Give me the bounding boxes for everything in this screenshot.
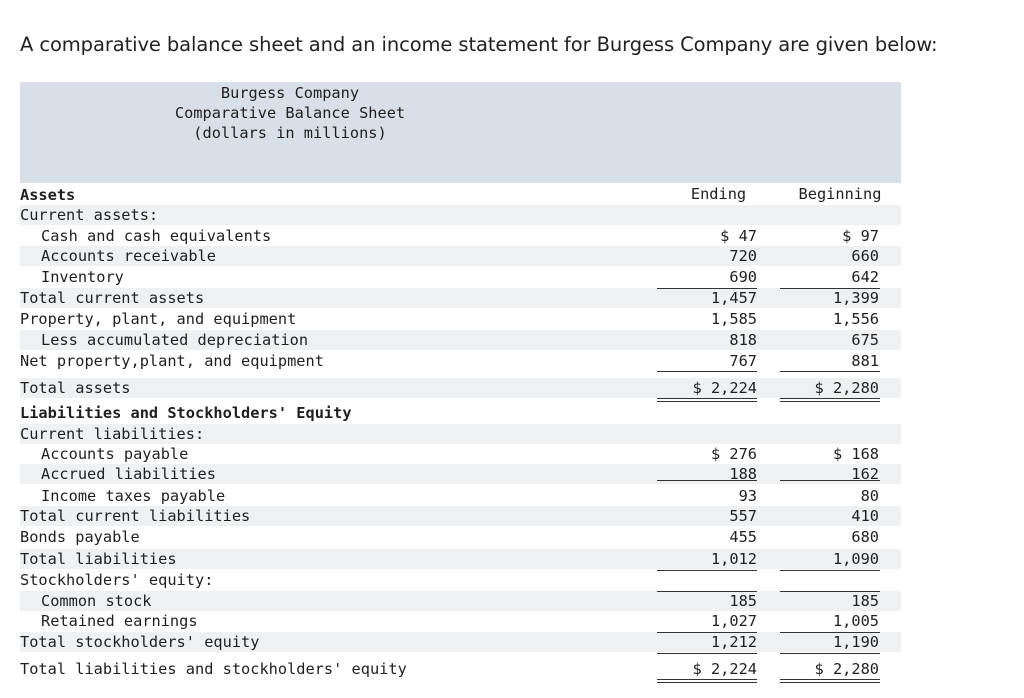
beginning-balance-cell: 410 bbox=[851, 507, 879, 525]
underline-rule bbox=[780, 480, 880, 481]
double-underline-rule bbox=[780, 682, 880, 683]
underline-rule bbox=[657, 632, 757, 633]
underline-rule bbox=[780, 371, 880, 372]
underline-rule bbox=[780, 288, 880, 289]
double-underline-rule bbox=[657, 398, 757, 399]
row-label: Liabilities and Stockholders' Equity bbox=[20, 404, 352, 422]
row-label: Bonds payable bbox=[20, 528, 140, 546]
row-label: Total current assets bbox=[20, 289, 205, 307]
underline-rule bbox=[657, 653, 757, 654]
beginning-balance-cell: $ 2,280 bbox=[814, 379, 879, 397]
beginning-balance-cell: $ 2,280 bbox=[814, 660, 879, 678]
beginning-balance-cell: 642 bbox=[851, 268, 879, 286]
ending-balance-cell: 93 bbox=[738, 487, 757, 505]
beginning-balance-cell: 680 bbox=[851, 528, 879, 546]
beginning-balance-cell: 80 bbox=[860, 487, 879, 505]
beginning-balance-cell: 660 bbox=[851, 247, 879, 265]
row-label: Income taxes payable bbox=[41, 487, 226, 505]
ending-balance-cell: $ 2,224 bbox=[692, 379, 757, 397]
row-label: Total assets bbox=[20, 379, 131, 397]
row-label: Retained earnings bbox=[41, 612, 198, 630]
beginning-balance-cell: 675 bbox=[851, 331, 879, 349]
ending-balance-cell: 1,012 bbox=[710, 550, 757, 568]
row-label: Property, plant, and equipment bbox=[20, 310, 297, 328]
ending-balance-cell: 1,212 bbox=[710, 633, 757, 651]
double-underline-rule bbox=[657, 679, 757, 680]
underline-rule bbox=[657, 480, 757, 481]
row-band bbox=[20, 378, 901, 398]
statement-title: Comparative Balance Sheet bbox=[174, 104, 406, 122]
underline-rule bbox=[657, 570, 757, 571]
double-underline-rule bbox=[657, 401, 757, 402]
underline-rule bbox=[780, 570, 880, 571]
ending-balance-cell: 1,585 bbox=[710, 310, 757, 328]
beginning-balance-cell: 185 bbox=[851, 592, 879, 610]
row-label: Current liabilities: bbox=[20, 425, 205, 443]
row-label: Accrued liabilities bbox=[41, 465, 216, 483]
row-label: Current assets: bbox=[20, 206, 159, 224]
ending-balance-cell: 720 bbox=[729, 247, 757, 265]
ending-balance-cell: $ 2,224 bbox=[692, 660, 757, 678]
row-label: Stockholders' equity: bbox=[20, 571, 214, 589]
ending-balance-cell: $ 47 bbox=[720, 227, 757, 245]
row-label: Accounts receivable bbox=[41, 247, 216, 265]
underline-rule bbox=[657, 288, 757, 289]
beginning-balance-cell: 1,556 bbox=[832, 310, 879, 328]
beginning-balance-cell: $ 97 bbox=[842, 227, 879, 245]
ending-balance-cell: 455 bbox=[729, 528, 757, 546]
underline-rule bbox=[657, 371, 757, 372]
double-underline-rule bbox=[657, 682, 757, 683]
ending-balance-cell: 818 bbox=[729, 331, 757, 349]
company-name: Burgess Company bbox=[220, 84, 360, 102]
beginning-balance-cell: 1,399 bbox=[832, 289, 879, 307]
underline-rule bbox=[780, 632, 880, 633]
row-label: Total current liabilities bbox=[20, 507, 251, 525]
row-label: Total stockholders' equity bbox=[20, 633, 260, 651]
underline-rule bbox=[780, 591, 880, 592]
row-label: Assets bbox=[20, 186, 76, 204]
units-note: (dollars in millions) bbox=[193, 124, 387, 142]
row-label: Inventory bbox=[41, 268, 124, 286]
ending-balance-cell: 767 bbox=[729, 352, 757, 370]
col-header-beginning: Beginning bbox=[798, 185, 882, 203]
underline-rule bbox=[657, 591, 757, 592]
double-underline-rule bbox=[780, 401, 880, 402]
ending-balance-cell: 188 bbox=[729, 465, 757, 483]
ending-balance-cell: $ 276 bbox=[710, 445, 757, 463]
double-underline-rule bbox=[780, 679, 880, 680]
beginning-balance-cell: 1,190 bbox=[832, 633, 879, 651]
row-band bbox=[20, 591, 901, 611]
row-label: Total liabilities bbox=[20, 550, 177, 568]
row-label: Cash and cash equivalents bbox=[41, 227, 272, 245]
ending-balance-cell: 1,027 bbox=[710, 612, 757, 630]
beginning-balance-cell: 162 bbox=[851, 465, 879, 483]
double-underline-rule bbox=[780, 398, 880, 399]
underline-rule bbox=[780, 653, 880, 654]
col-header-ending: Ending bbox=[690, 185, 747, 203]
beginning-balance-cell: 881 bbox=[851, 352, 879, 370]
beginning-balance-cell: 1,005 bbox=[832, 612, 879, 630]
ending-balance-cell: 690 bbox=[729, 268, 757, 286]
ending-balance-cell: 185 bbox=[729, 592, 757, 610]
balance-sheet-table bbox=[20, 82, 901, 698]
beginning-balance-cell: $ 168 bbox=[832, 445, 879, 463]
intro-text: A comparative balance sheet and an income statement for Burgess Company are given below: bbox=[20, 33, 938, 56]
row-label: Total liabilities and stockholders' equity bbox=[20, 660, 407, 678]
row-label: Accounts payable bbox=[41, 445, 189, 463]
ending-balance-cell: 1,457 bbox=[710, 289, 757, 307]
row-label: Less accumulated depreciation bbox=[41, 331, 309, 349]
beginning-balance-cell: 1,090 bbox=[832, 550, 879, 568]
ending-balance-cell: 557 bbox=[729, 507, 757, 525]
row-label: Net property,plant, and equipment bbox=[20, 352, 324, 370]
row-label: Common stock bbox=[41, 592, 152, 610]
